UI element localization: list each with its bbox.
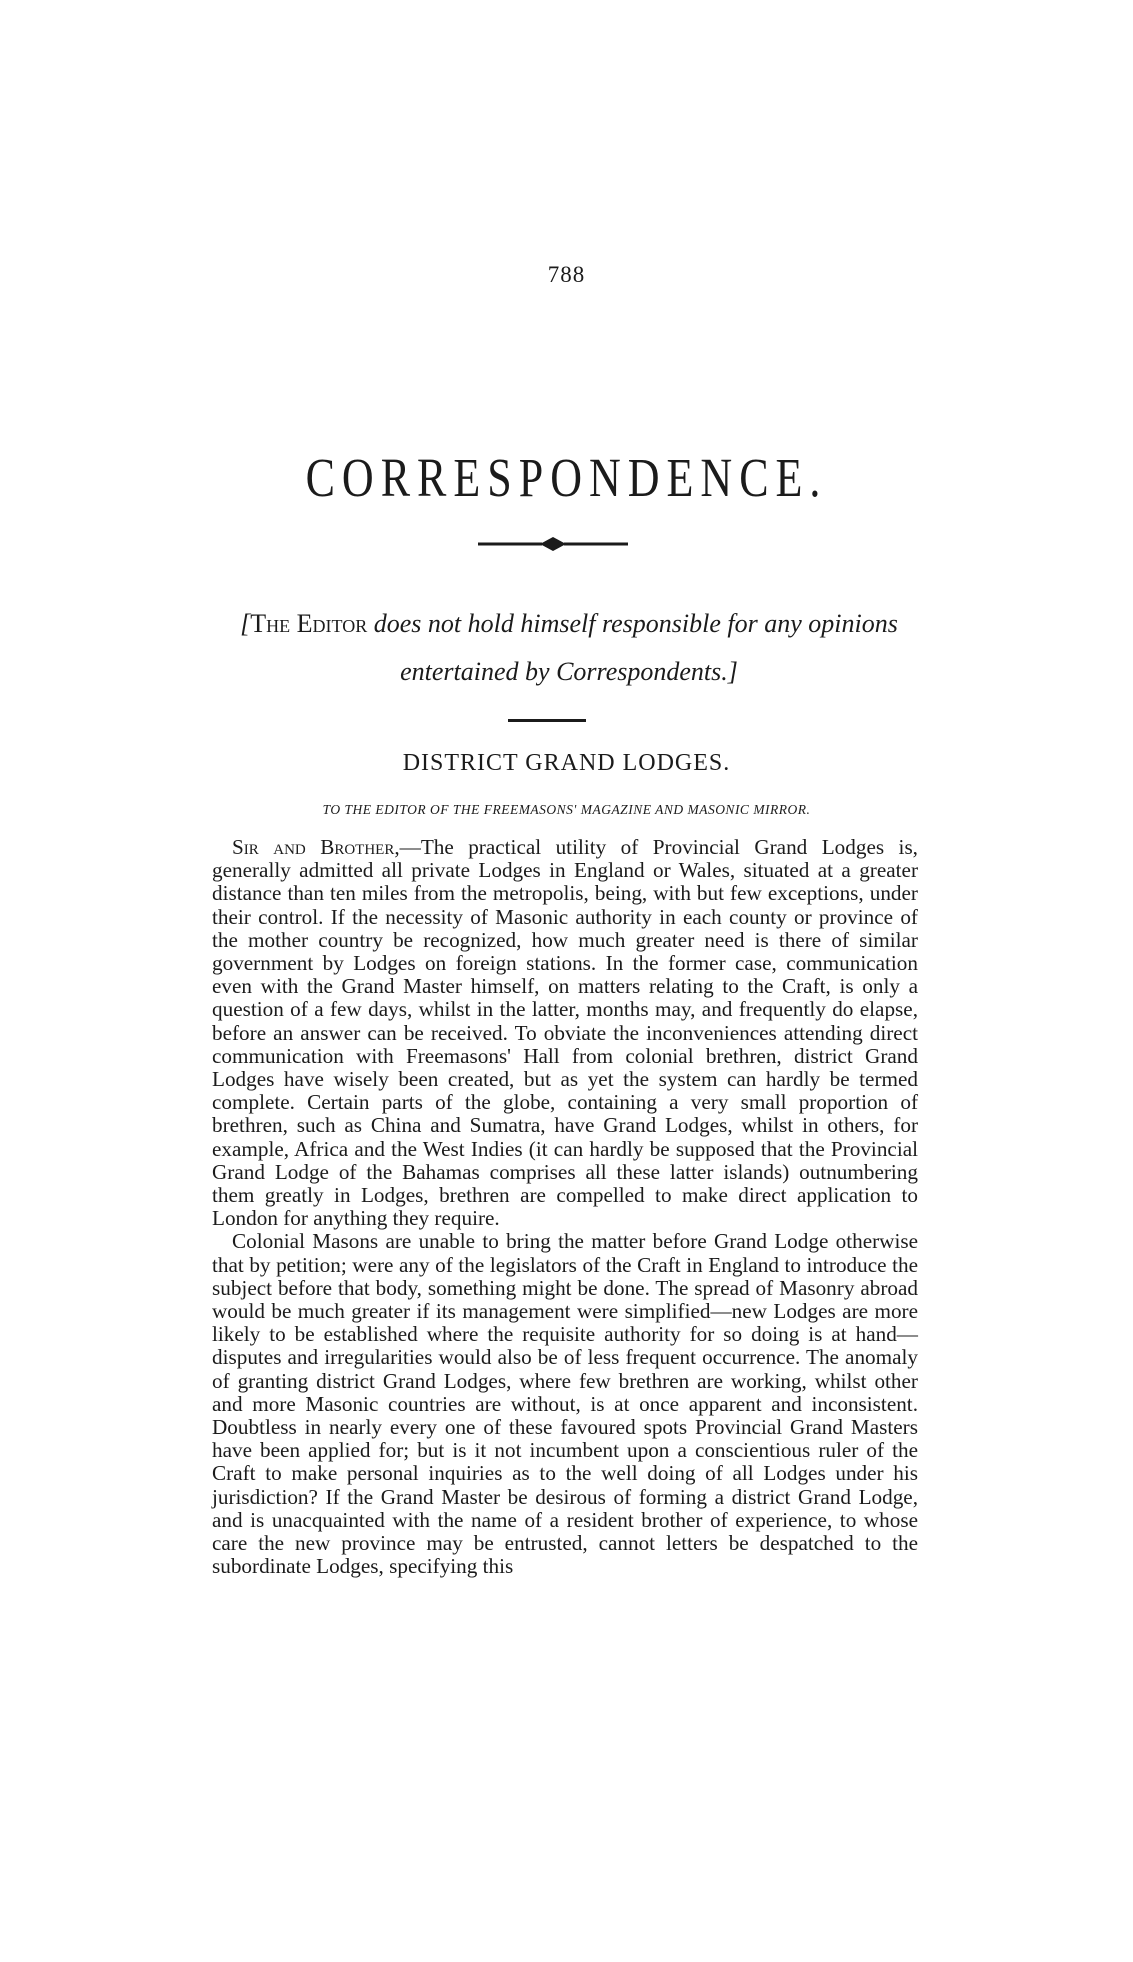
- page-number: 788: [547, 262, 586, 287]
- article-heading: DISTRICT GRAND LODGES.: [402, 750, 731, 776]
- salutation: Sir and Brother,: [232, 835, 400, 859]
- ornamental-rule: [478, 535, 628, 553]
- paragraph-1: [212, 836, 918, 1230]
- editor-note-text: does not hold himself responsible for any opinions entertained by Correspondents.: [373, 609, 898, 686]
- paragraph-2-text: Colonial Masons are unable to bring the matter before Grand Lodge otherwise that by petition; were any of the legislators of the Craft in England to introduce the subject before that body, something might be done. The spread of Masonry abroad would be much greater if its management were simplified—new Lodges are more likely to be established where the requisite authority for so doing is at hand—disputes and irregularities would also be of less frequent occurrence. The anomaly of granting district Grand Lodges, where few brethren are working, whilst other and more Masonic countries are without, is at once apparent and inconsistent. Doubtless in nearly every one of these favoured spots Provincial Grand Masters have been applied for; but is it not incumbent upon a conscientious ruler of the Craft to make personal inquiries as to the well doing of all Lodges under his jurisdiction? If the Grand Master be desirous of forming a district Grand Lodge, and is unacquainted with the name of a resident brother of experience, to whose care the new province may be entrusted, cannot letters be despatched to the subordinate Lodges, specifying this: [212, 1229, 918, 1579]
- divider-rule: [508, 719, 586, 722]
- section-title: CORRESPONDENCE.: [305, 447, 828, 509]
- editor-note: [184, 600, 954, 696]
- close-bracket: ]: [727, 657, 738, 686]
- paragraph-2: [212, 1230, 918, 1578]
- paragraph-1-text: —The practical utility of Provincial Grand Lodges is, generally admitted all private Lodges in England or Wales, situated at a greater distance than ten miles from the metropolis, being, with but few exceptions, under their control. If the necessity of Masonic authority in each county or province of the mother country be recognized, how much greater need is there of similar government by Lodges on foreign stations. In the former case, communication even with the Grand Master himself, on matters relating to the Craft, is only a question of a few days, whilst in the latter, months may, and frequently do elapse, before an answer can be received. To obviate the inconveniences attending direct communication with Freemasons' Hall from colonial brethren, district Grand Lodges have wisely been created, but as yet the system can hardly be termed complete. Certain parts of the globe, containing a very small proportion of brethren, such as China and Sumatra, have Grand Lodges, whilst in others, for example, Africa and the West Indies (it can hardly be supposed that the Provincial Grand Lodge of the Bahamas comprises all these latter islands) outnumbering them greatly in Lodges, brethren are compelled to make direct application to London for anything they require.: [212, 835, 918, 1231]
- open-bracket: [: [240, 609, 251, 638]
- dedication-line: TO THE EDITOR OF THE FREEMASONS' MAGAZINE AND MASONIC MIRROR.: [322, 802, 811, 817]
- the-editor-label: The Editor: [250, 609, 368, 638]
- article-body: [212, 836, 918, 1579]
